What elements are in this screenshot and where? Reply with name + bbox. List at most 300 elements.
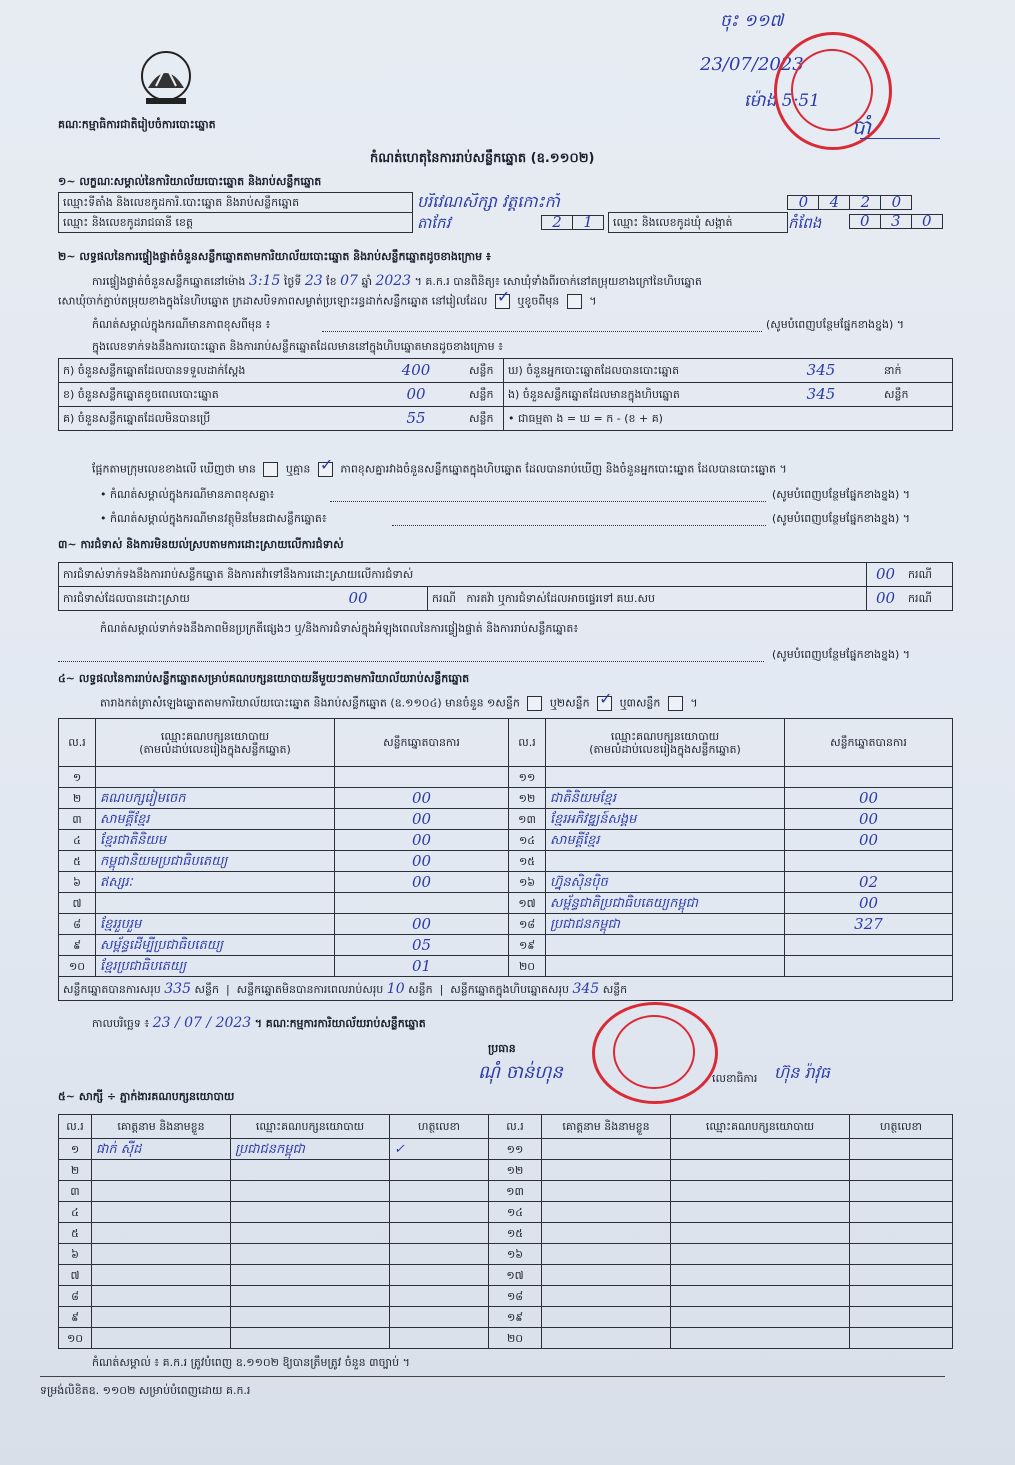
row-number: ១៦ (509, 872, 546, 893)
table-row (59, 1307, 953, 1328)
row-number: ១៧ (509, 893, 546, 914)
row-number: ១២ (489, 1160, 542, 1181)
table-row (59, 1286, 953, 1307)
witness-signature (390, 1265, 489, 1286)
row-number: ៨ (59, 914, 96, 935)
col-no: ល.រ (59, 719, 96, 767)
tally-text-a: តារាងកត់ត្រាសំឡេងឆ្នោតតាមការិយាល័យបោះឆ្នោត និងរាប់សន្លឹកឆ្នោត (ឧ.១១០៤) មានចំនួន ១សន្លឹក (100, 696, 520, 710)
item-value: 345 (762, 359, 880, 383)
table-row (59, 1328, 953, 1349)
row-number: ១០ (59, 956, 96, 977)
row-number: ៩ (59, 1307, 92, 1328)
item-label: ង) ចំនួនសន្លឹកឆ្នោតដែលមានក្នុងហិបឆ្នោត (504, 383, 763, 407)
difference-text-c: ភាពខុសគ្នារវាងចំនួនសន្លឹកឆ្នោតក្នុងហិបឆ្នោត ដែលបានរាប់ឃើញ និងចំនួនអ្នកបោះឆ្នោត ដែលបានបោះឆ្នោត ។ (340, 462, 787, 476)
complaints-table (58, 562, 953, 611)
col-votes: សន្លឹកឆ្នោតបានការ (335, 719, 509, 767)
witness-party (231, 1265, 390, 1286)
chair-label: ប្រធាន (488, 1042, 516, 1055)
witness-name (542, 1244, 671, 1265)
receipt-time: ម៉ោង 5:51 (744, 91, 820, 111)
party-votes (335, 767, 509, 788)
witness-name (542, 1139, 671, 1160)
row-number: ១៧ (489, 1265, 542, 1286)
table-row (59, 767, 953, 788)
receipt-signature: បាំ (852, 115, 872, 139)
party-name (546, 767, 785, 788)
col-name: គោត្តនាម និងនាមខ្លួន (92, 1115, 231, 1139)
witness-party (671, 1286, 850, 1307)
witness-party (231, 1328, 390, 1349)
row-number: ៦ (59, 1244, 92, 1265)
resolved-value: 00 (289, 587, 428, 611)
row-number: ១ (59, 1139, 92, 1160)
party-name: ខ្មែរប្រជាធិបតេយ្យ (96, 956, 335, 977)
col-sign: ហត្ថលេខា (390, 1115, 489, 1139)
party-name: ជាតិនិយមខ្មែរ (546, 788, 785, 809)
intact-checkbox[interactable] (495, 287, 511, 309)
dotted-fill-line (330, 500, 766, 502)
witness-signature (850, 1244, 953, 1265)
table-row (59, 1181, 953, 1202)
verify-line2-text: សោឃុំចាក់ភ្ជាប់តម្រុយខាងក្នុងនៃហិបឆ្នោត ក្រដាសបិទភាពសម្ងាត់ប្រឡោះរន្ធដាក់សន្លឹកឆ្នោត នៅរៀលដែល (58, 294, 488, 308)
row-number: ១៨ (509, 914, 546, 935)
witness-name (92, 1286, 231, 1307)
row-number: ៥ (59, 1223, 92, 1244)
total-invalid-label: សន្លឹកឆ្នោតមិនបានការពេលរាប់សរុប (236, 982, 384, 996)
item-unit: សន្លឹក (465, 359, 504, 383)
no-difference-checkbox[interactable] (318, 455, 334, 477)
row-number: ១០ (59, 1328, 92, 1349)
row-number: ១៦ (489, 1244, 542, 1265)
footer-divider (40, 1376, 945, 1377)
row-number: ១១ (509, 767, 546, 788)
witness-name (542, 1160, 671, 1181)
table-row (59, 788, 953, 809)
party-votes (785, 851, 953, 872)
witness-name (92, 1328, 231, 1349)
total-valid-label: សន្លឹកឆ្នោតបានការសរុប (63, 982, 161, 996)
row-number: ២០ (509, 956, 546, 977)
witness-name (542, 1223, 671, 1244)
row-number: ១២ (509, 788, 546, 809)
witness-party (671, 1202, 850, 1223)
date-line (92, 1014, 426, 1032)
party-votes: 00 (785, 809, 953, 830)
party-votes: 00 (335, 872, 509, 893)
party-votes: 327 (785, 914, 953, 935)
location-code (787, 195, 912, 210)
row-number: ២០ (489, 1328, 542, 1349)
witness-name (92, 1223, 231, 1244)
col-name: គោត្តនាម និងនាមខ្លួន (542, 1115, 671, 1139)
one-sheet-checkbox[interactable] (527, 696, 542, 711)
verify-time: 3:15 (248, 273, 281, 289)
row-number: ១៥ (509, 851, 546, 872)
difference-text-a: ផ្អែកតាមក្រុមលេខខាងលើ ឃើញថា មាន (92, 462, 256, 476)
witness-party (231, 1202, 390, 1223)
check-mark-icon: ✓ (319, 455, 334, 474)
witness-signature (850, 1328, 953, 1349)
total-unit: សន្លឹក (408, 982, 433, 996)
witness-table (58, 1114, 953, 1349)
row-number: ១៤ (489, 1202, 542, 1223)
party-name: ឥស្សរៈ (96, 872, 335, 893)
witness-signature (850, 1139, 953, 1160)
party-votes (335, 893, 509, 914)
witness-party (671, 1265, 850, 1286)
witness-name (92, 1202, 231, 1223)
witness-party (671, 1244, 850, 1265)
tally-text-b: ឬ២សន្លឹក (549, 696, 590, 710)
date-value: 23 / 07 / 2023 (152, 1015, 252, 1031)
item-value: 00 (367, 383, 465, 407)
party-name (546, 956, 785, 977)
witness-signature (850, 1286, 953, 1307)
row-number: ៤ (59, 830, 96, 851)
row-number: ៦ (59, 872, 96, 893)
code-digit: 2 (542, 216, 573, 230)
party-name: ខ្មែររួបរួម (96, 914, 335, 935)
party-name: ប្រជាជនកម្ពុជា (546, 914, 785, 935)
resolved-unit-and-label (428, 587, 867, 611)
bullet-foreign-object: • កំណត់សម្គាល់ក្នុងករណីមានវត្ថុមិនមែនជាសន្លឹកឆ្នោត៖ (100, 512, 327, 525)
verify-text-e: ។ គ.ក.រ បានពិនិត្យ៖ សោឃុំទាំងពីរចាក់នៅតម្រុយខាងក្រៅនៃហិបឆ្នោត (414, 275, 702, 288)
row-number: ៧ (59, 1265, 92, 1286)
row-number: ៤ (59, 1202, 92, 1223)
fill-hint: (សូមបំពេញបន្ថែមផ្នែកខាងខ្នង) ។ (766, 318, 905, 331)
table-row (59, 1265, 953, 1286)
witness-party (231, 1181, 390, 1202)
table-row (59, 914, 953, 935)
has-difference-checkbox[interactable] (263, 462, 278, 477)
total-unit: សន្លឹក (194, 982, 219, 996)
formula-note: • ជាធម្មតា ង = ឃ = ក - (ខ + គ) (504, 407, 953, 431)
party-name: សម្ព័ន្ធដើម្បីប្រជាធិបតេយ្យ (96, 935, 335, 956)
signature-line (860, 138, 940, 139)
province-value: តាកែវ (417, 213, 451, 232)
witness-party (671, 1328, 850, 1349)
verify-text-d: ឆ្នាំ (361, 275, 372, 288)
code-digit: 0 (911, 214, 942, 228)
party-votes: 00 (335, 851, 509, 872)
nec-logo-icon (136, 48, 196, 110)
verify-text-c: ខែ (326, 275, 337, 288)
dotted-fill-line (322, 330, 762, 332)
witness-signature (390, 1223, 489, 1244)
party-votes: 00 (335, 788, 509, 809)
party-votes: 00 (785, 893, 953, 914)
stamp-inner-ring (791, 49, 873, 131)
witness-signature (390, 1202, 489, 1223)
witness-signature (390, 1181, 489, 1202)
table-row (59, 809, 953, 830)
item-label: ខ) ចំនួនសន្លឹកឆ្នោតខូចពេលបោះឆ្នោត (59, 383, 368, 407)
footer-text: ទម្រង់លិខិតឧ. ១១០២ សម្រាប់បំពេញដោយ គ.ក.រ (40, 1384, 251, 1397)
party-name: សម្ព័ន្ធជាតិប្រជាធិបតេយ្យកម្ពុជា (546, 893, 785, 914)
tally-sheet-line: តារាងកត់ត្រាសំឡេងឆ្នោតតាមការិយាល័យបោះឆ្នោត និងរាប់សន្លឹកឆ្នោត (ឧ.១១០៤) មានចំនួន ១សន្លឹក ឬ២សន្លឹក ✓ ឬ៣សន្លឹក ។ (100, 689, 698, 710)
total-valid-value: 335 (164, 980, 191, 997)
party-votes (785, 935, 953, 956)
witness-name (92, 1244, 231, 1265)
witness-party (671, 1181, 850, 1202)
committee-label: ។ គណៈកម្មការការិយាល័យរាប់សន្លឹកឆ្នោត (254, 1017, 426, 1030)
damaged-label: ឬខូចពីមុន (517, 294, 560, 308)
item-label: ក) ចំនួនសន្លឹកឆ្នោតដែលបានទទួលដាក់ស្តែង (59, 359, 368, 383)
witness-party (231, 1160, 390, 1181)
verify-day: 23 (304, 273, 323, 289)
party-name (96, 767, 335, 788)
code-digit: 2 (850, 196, 881, 210)
party-name: ខ្មែរជាតិនិយម (96, 830, 335, 851)
party-rows (59, 767, 953, 977)
resolved-unit: ករណី (432, 592, 456, 605)
row-number: ១ (59, 767, 96, 788)
witness-name (542, 1328, 671, 1349)
province-code (541, 215, 604, 230)
complaints-label: ការជំទាស់ទាក់ទងនឹងការរាប់សន្លឹកឆ្នោត និងការតវ៉ាទៅនឹងការដោះស្រាយលើការជំទាស់ (59, 563, 867, 587)
transfer-label: ការតវ៉ា ឬការជំទាស់ដែលអាចផ្ទេរទៅ គឃ.សប (466, 592, 655, 605)
resolved-label: ការជំទាស់ដែលបានដោះស្រាយ (59, 587, 290, 611)
item-unit: សន្លឹក (465, 383, 504, 407)
verify-line-1 (92, 272, 702, 290)
commune-code (849, 214, 943, 229)
col-no: ល.រ (489, 1115, 542, 1139)
witness-party (671, 1160, 850, 1181)
transfer-unit: ករណី (904, 587, 953, 611)
witness-signature (390, 1244, 489, 1265)
row-number: ១៥ (489, 1223, 542, 1244)
difference-text-b: ឬគ្មាន (285, 462, 311, 476)
stamp-inner-ring (613, 1015, 695, 1089)
party-name: កម្ពុជានិយមប្រជាធិបតេយ្យ (96, 851, 335, 872)
row-number: ១៩ (489, 1307, 542, 1328)
province-label: ឈ្មោះ និងលេខកូដរាជធានី ខេត្ត (59, 213, 413, 233)
party-name (546, 935, 785, 956)
witness-name (92, 1160, 231, 1181)
verify-month: 07 (340, 273, 358, 289)
witness-name (92, 1265, 231, 1286)
item-label: ឃ) ចំនួនអ្នកបោះឆ្នោតដែលបានបោះឆ្នោត (504, 359, 763, 383)
party-name: សាមគ្គីខ្មែរ (96, 809, 335, 830)
witness-party (671, 1139, 850, 1160)
party-votes: 00 (335, 809, 509, 830)
witness-signature (850, 1265, 953, 1286)
witness-party (671, 1307, 850, 1328)
row-number: ១១ (489, 1139, 542, 1160)
witness-note: កំណត់សម្គាល់ ៖ គ.ក.រ ត្រូវបំពេញ ឧ.១១០២ ឱ្យបានត្រឹមត្រូវ ចំនួន ៣ច្បាប់ ។ (92, 1356, 410, 1369)
item-unit: សន្លឹក (880, 383, 953, 407)
check-mark-icon: ✓ (496, 287, 511, 306)
table-row (59, 851, 953, 872)
section5-heading: ៥~ សាក្សី ÷ ភ្នាក់ងារគណបក្សនយោបាយ (58, 1090, 235, 1103)
code-digit: 0 (849, 214, 880, 228)
dotted-fill-line (392, 524, 766, 526)
form-title: កំណត់ហេតុនៃការរាប់សន្លឹកឆ្នោត (ឧ.១១០២) (370, 151, 595, 166)
party-name: ខ្មែរអភិវឌ្ឍន៍សង្គម (546, 809, 785, 830)
secretary-label: លេខាធិការ (712, 1072, 758, 1085)
bullet-difference: • កំណត់សម្គាល់ក្នុងករណីមានភាពខុសគ្នា៖ (100, 488, 275, 501)
col-sign: ហត្ថលេខា (850, 1115, 953, 1139)
verify-text-a: ការផ្ទៀងផ្ទាត់ចំនួនសន្លឹកឆ្នោតនៅម៉ោង (92, 275, 246, 288)
row-number: ១៣ (489, 1181, 542, 1202)
fill-hint: (សូមបំពេញបន្ថែមផ្នែកខាងខ្នង) ។ (772, 488, 911, 501)
table-row (59, 872, 953, 893)
row-number: ១៩ (509, 935, 546, 956)
section2-heading: ២~ លទ្ធផលនៃការផ្ទៀងផ្ទាត់ចំនួនសន្លឹកឆ្នោតតាមការិយាល័យបោះឆ្នោត និងរាប់សន្លឹកឆ្នោតដូចខាងក្រោម ៖ (58, 250, 491, 263)
witness-party (231, 1223, 390, 1244)
col-party: ឈ្មោះគណបក្សនយោបាយ (231, 1115, 390, 1139)
col-party (546, 719, 785, 767)
location-table (58, 192, 953, 233)
witness-signature (850, 1223, 953, 1244)
item-value: 400 (367, 359, 465, 383)
item-value: 55 (367, 407, 465, 431)
damaged-checkbox[interactable] (567, 294, 582, 309)
col-party-sub: (តាមលំដាប់លេខរៀងក្នុងសន្លឹកឆ្នោត) (139, 742, 291, 756)
witness-name (542, 1307, 671, 1328)
receipt-date: 23/07/2023 (700, 54, 804, 75)
code-digit: 0 (788, 196, 819, 210)
col-no: ល.រ (509, 719, 546, 767)
total-invalid-value: 10 (386, 980, 405, 997)
party-votes: 05 (335, 935, 509, 956)
code-digit: 1 (573, 216, 604, 230)
row-number: ១៤ (509, 830, 546, 851)
section3-heading: ៣~ ការជំទាស់ និងការមិនយល់ស្របតាមការដោះស្រាយលើការជំទាស់ (58, 538, 344, 551)
org-name: គណៈកម្មាធិការជាតិរៀបចំការបោះឆ្នោត (58, 118, 216, 131)
row-number: ២ (59, 788, 96, 809)
code-digit: 0 (881, 196, 912, 210)
party-votes: 00 (785, 830, 953, 851)
item-value: 345 (762, 383, 880, 407)
receipt-no: ចុះ ១១៧ (720, 11, 784, 31)
party-votes: 00 (335, 914, 509, 935)
party-votes: 00 (335, 830, 509, 851)
party-votes: 00 (785, 788, 953, 809)
location-value: បរិវេណសិក្សា វត្តកោះកាំ (417, 192, 560, 212)
witness-party (231, 1286, 390, 1307)
tally-text-c: ឬ៣សន្លឹក (619, 696, 661, 710)
table-row (59, 830, 953, 851)
section1-heading: ១~ លក្ខណៈសម្គាល់នៃការិយាល័យបោះឆ្នោត និងរាប់សន្លឹកឆ្នោត (58, 175, 322, 188)
section4-heading: ៤~ លទ្ធផលនៃការរាប់សន្លឹកឆ្នោតសម្រាប់គណបក្សនយោបាយនីមួយៗតាមការិយាល័យរាប់សន្លឹកឆ្នោត (58, 672, 470, 685)
witness-signature (850, 1160, 953, 1181)
location-label: ឈ្មោះទីតាំង និងលេខកូដការិ.បោះឆ្នោត និងរាប់សន្លឹកឆ្នោត (59, 193, 413, 213)
chair-signature: ណុំ ចាន់ហុន (478, 1062, 563, 1083)
witness-name: ផាក់ ស៊ីដ (92, 1139, 231, 1160)
col-party (96, 719, 335, 767)
secretary-signature: ហ៊ុន រ៉ាវុធ (774, 1063, 830, 1082)
total-box-label: សន្លឹកឆ្នោតក្នុងហិបឆ្នោតសរុប (450, 982, 569, 996)
two-sheets-checkbox[interactable] (597, 689, 613, 711)
code-digit: 3 (880, 214, 911, 228)
item-label: គ) ចំនួនសន្លឹកឆ្នោតដែលមិនបានប្រើ (59, 407, 368, 431)
party-votes: 02 (785, 872, 953, 893)
fill-hint: (សូមបំពេញបន្ថែមផ្នែកខាងខ្នង) ។ (772, 512, 911, 525)
party-name (546, 851, 785, 872)
witness-name (542, 1202, 671, 1223)
verify-text-b: ថ្ងៃទី (283, 275, 302, 288)
complaints-value: 00 (867, 563, 904, 587)
list-intro: ក្នុងលេខទាក់ទងនឹងការបោះឆ្នោត និងការរាប់សន្លឹកឆ្នោតដែលមាននៅក្នុងហិបឆ្នោតមានដូចខាងក្រោម ៖ (92, 340, 503, 353)
difference-check-line (92, 455, 787, 477)
official-stamp-bottom (592, 1002, 718, 1104)
witness-signature: ✓ (390, 1139, 489, 1160)
party-votes: 01 (335, 956, 509, 977)
witness-name (92, 1181, 231, 1202)
table-row (59, 1244, 953, 1265)
table-row (59, 1223, 953, 1244)
witness-party (231, 1307, 390, 1328)
code-digit: 4 (819, 196, 850, 210)
witness-party (671, 1223, 850, 1244)
row-number: ២ (59, 1160, 92, 1181)
table-row (59, 1202, 953, 1223)
check-mark-icon: ✓ (599, 689, 613, 708)
table-row (59, 1139, 953, 1160)
verify-year: 2023 (375, 273, 412, 289)
item-unit: នាក់ (880, 359, 953, 383)
table-row (59, 1160, 953, 1181)
commune-label: ឈ្មោះ និងលេខកូដឃុំ សង្កាត់ (608, 213, 787, 233)
totals-row: សន្លឹកឆ្នោតបានការសរុប 335 សន្លឹក | សន្លឹកឆ្នោតមិនបានការពេលរាប់សរុប 10 សន្លឹក | សន្លឹកឆ្នោតក្នុងហិបឆ្នោតសរុប 345 សន្លឹក (59, 977, 953, 1001)
witness-signature (390, 1286, 489, 1307)
ballot-count-table (58, 358, 953, 431)
witness-signature (850, 1202, 953, 1223)
irregularity-note: កំណត់សម្គាល់ទាក់ទងនឹងភាពមិនប្រក្រតីផ្សេងៗ ឬ/និងការជំទាស់ក្នុងអំឡុងពេលនៃការផ្ទៀងផ្ទាត់ និងការរាប់សន្លឹកឆ្នោត៖ (100, 622, 579, 635)
witness-name (542, 1181, 671, 1202)
row-number: ៥ (59, 851, 96, 872)
party-name: សាមគ្គីខ្មែរ (546, 830, 785, 851)
party-name: ហ្វ៊ុនស៊ិនប៉ិច (546, 872, 785, 893)
official-stamp-top (774, 32, 892, 150)
party-results-table (58, 718, 953, 1001)
table-row (59, 935, 953, 956)
item-unit: សន្លឹក (465, 407, 504, 431)
party-name (96, 893, 335, 914)
party-votes (785, 767, 953, 788)
commune-value: កំពែង (787, 213, 822, 232)
witness-name (92, 1307, 231, 1328)
witness-party (231, 1244, 390, 1265)
party-votes (785, 956, 953, 977)
witness-name (542, 1265, 671, 1286)
fill-hint: (សូមបំពេញបន្ថែមផ្នែកខាងខ្នង) ។ (772, 648, 911, 661)
col-votes: សន្លឹកឆ្នោតបានការ (785, 719, 953, 767)
date-label: កាលបរិច្ឆេទ ៖ (92, 1017, 150, 1030)
row-number: ៣ (59, 809, 96, 830)
witness-signature (390, 1307, 489, 1328)
dotted-fill-line (58, 660, 764, 662)
witness-name (542, 1286, 671, 1307)
table-row (59, 893, 953, 914)
row-number: ១៣ (509, 809, 546, 830)
three-sheets-checkbox[interactable] (668, 696, 683, 711)
party-name: គណបក្សរៀមចេក (96, 788, 335, 809)
witness-signature (850, 1181, 953, 1202)
complaints-unit: ករណី (904, 563, 953, 587)
witness-signature (850, 1307, 953, 1328)
difference-note-label: កំណត់សម្គាល់ក្នុងករណីមានភាពខុសពីមុន ៖ (92, 318, 271, 331)
total-box-value: 345 (572, 980, 600, 997)
row-number: ៩ (59, 935, 96, 956)
col-party-sub: (តាមលំដាប់លេខរៀងក្នុងសន្លឹកឆ្នោត) (589, 742, 741, 756)
witness-rows (59, 1139, 953, 1349)
row-number: ១៨ (489, 1286, 542, 1307)
row-number: ៨ (59, 1286, 92, 1307)
total-unit: សន្លឹក (602, 982, 628, 996)
col-party-title: ឈ្មោះគណបក្សនយោបាយ (610, 729, 720, 743)
